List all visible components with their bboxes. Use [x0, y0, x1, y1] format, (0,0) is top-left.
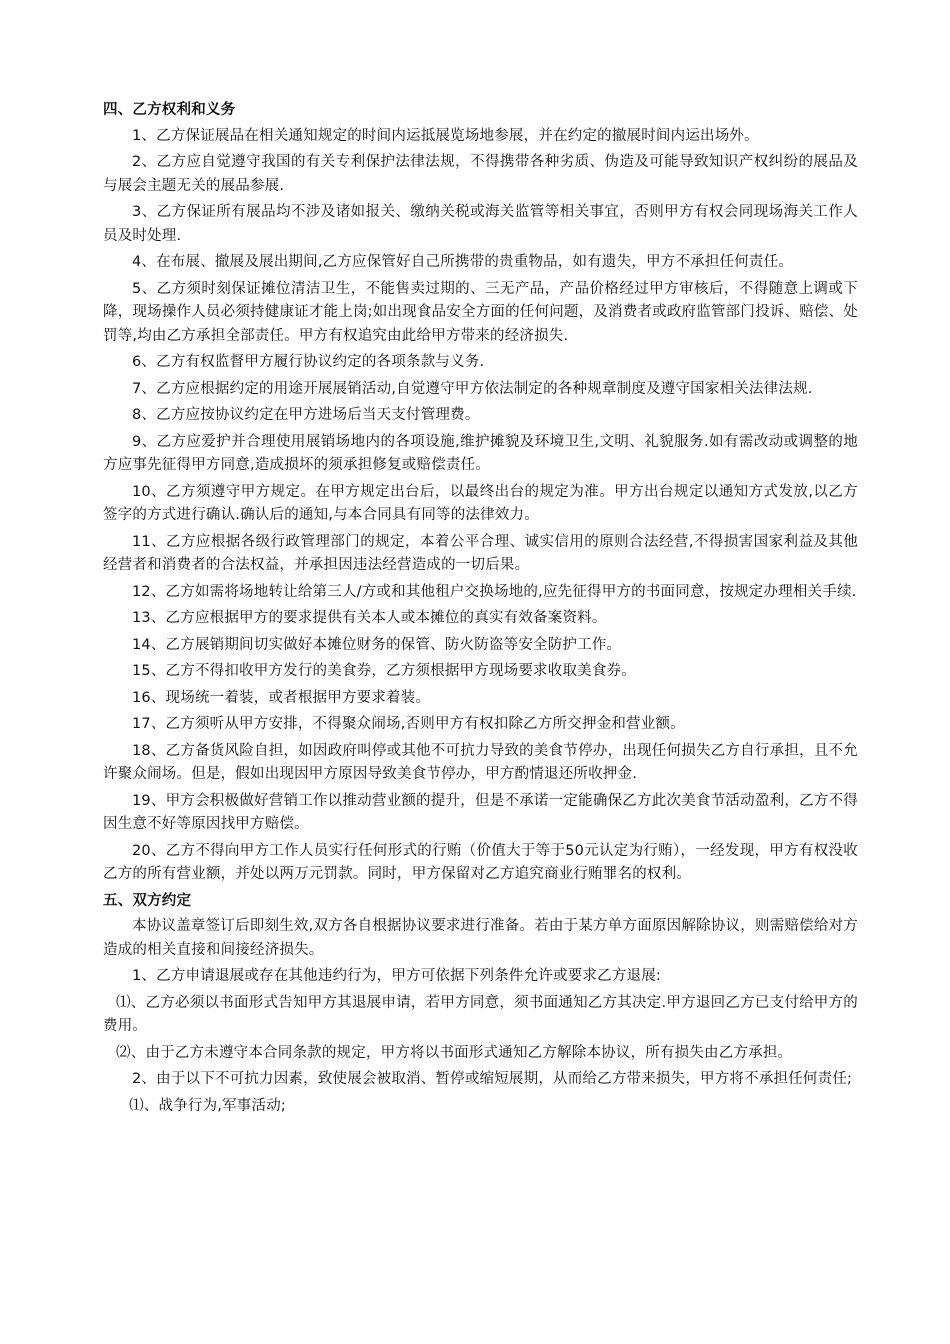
agreement-item-1-sub-1: ⑴、乙方必须以书面形式告知甲方其退展申请，若甲方同意，须书面通知乙方其决定.甲方退回乙方已支付给甲方的费用。: [103, 994, 858, 1034]
rights-item-8: 8、乙方应按协议约定在甲方进场后当天支付管理费。: [132, 407, 480, 423]
agreement-intro: 本协议盖章签订后即刻生效,双方各自根据协议要求进行准备。若由于某方单方面原因解除协议，则需赔偿给对方造成的相关直接和间接经济损失。: [103, 918, 858, 958]
rights-item-15: 15、乙方不得扣收甲方发行的美食券，乙方须根据甲方现场要求收取美食券。: [132, 663, 636, 679]
rights-item-2: 2、乙方应自觉遵守我国的有关专利保护法律法规，不得携带各种劣质、伪造及可能导致知识产权纠纷的展品及与展会主题无关的展品参展.: [103, 154, 858, 194]
agreement-item-2-sub-1: ⑴、战争行为,军事活动;: [129, 1097, 286, 1114]
rights-item-7: 7、乙方应根据约定的用途开展展销活动,自觉遵守甲方依法制定的各种规章制度及遵守国家相关法律法规.: [132, 380, 813, 397]
rights-item-17: 17、乙方须听从甲方安排，不得聚众闹场,否则甲方有权扣除乙方所交押金和营业额。: [132, 716, 685, 732]
rights-item-19: 19、甲方会积极做好营销工作以推动营业额的提升，但是不承诺一定能确保乙方此次美食节活动盈利，乙方不得因生意不好等原因找甲方赔偿。: [103, 792, 858, 832]
rights-item-12: 12、乙方如需将场地转让给第三人/方或和其他租户交换场地的,应先征得甲方的书面同意，按规定办理相关手续.: [132, 583, 857, 600]
rights-item-4: 4、在布展、撤展及展出期间,乙方应保管好自己所携带的贵重物品，如有遗失，甲方不承担任何责任。: [132, 254, 794, 270]
rights-item-3: 3、乙方保证所有展品均不涉及诸如报关、缴纳关税或海关监管等相关事宜，否则甲方有权会同现场海关工作人员及时处理.: [103, 204, 858, 244]
rights-item-10: 10、乙方须遵守甲方规定。在甲方规定出台后，以最终出台的规定为准。甲方出台规定以通知方式发放,以乙方签字的方式进行确认.确认后的通知,与本合同具有同等的法律效力。: [103, 483, 858, 523]
rights-item-18: 18、乙方备货风险自担，如因政府叫停或其他不可抗力导致的美食节停办，出现任何损失乙方自行承担，且不允许聚众闹场。但是，假如出现因甲方原因导致美食节停办，甲方酌情退还所收押金.: [103, 742, 858, 782]
rights-item-9: 9、乙方应爱护并合理使用展销场地内的各项设施,维护摊貌及环境卫生,文明、礼貌服务.如有需改动或调整的地方应事先征得甲方同意,造成损坏的须承担修复或赔偿责任。: [103, 433, 858, 473]
rights-item-6: 6、乙方有权监督甲方履行协议约定的各项条款与义务.: [132, 354, 485, 370]
rights-list: [103, 125, 858, 887]
rights-item-16: 16、现场统一着装，或者根据甲方要求着装。: [132, 689, 431, 706]
agreement-item-2: 2、由于以下不可抗力因素，致使展会被取消、暂停或缩短展期，从而给乙方带来损失，甲方将不承担任何责任;: [132, 1071, 853, 1087]
agreement-item-1-sub-2: ⑵、由于乙方未遵守本合同条款的规定，甲方将以书面形式通知乙方解除本协议，所有损失由乙方承担。: [116, 1044, 793, 1061]
rights-item-11: 11、乙方应根据各级行政管理部门的规定，本着公平合理、诚实信用的原则合法经营,不得损害国家利益及其他经营者和消费者的合法权益，并承担因违法经营造成的一切后果。: [103, 533, 858, 573]
rights-item-14: 14、乙方展销期间切实做好本摊位财务的保管、防火防盗等安全防护工作。: [132, 636, 622, 653]
rights-item-5: 5、乙方须时刻保证摊位清洁卫生，不能售卖过期的、三无产品，产品价格经过甲方审核后，不得随意上调或下降，现场操作人员必须持健康证才能上岗;如出现食品安全方面的任何问题，及消费者或政府监管部门投诉、赔偿、处罚等,均由乙方承担全部责任。甲方有权追究由此给甲方带来的经济损失.: [103, 280, 858, 344]
rights-item-20: 20、乙方不得向甲方工作人员实行任何形式的行贿（价值大于等于50元认定为行贿），一经发现，甲方有权没收乙方的所有营业额，并处以两万元罚款。同时，甲方保留对乙方追究商业行贿罪名的权利。: [103, 842, 858, 882]
rights-item-1: 1、乙方保证展品在相关通知规定的时间内运抵展览场地参展，并在约定的撤展时间内运出场外。: [132, 127, 759, 144]
document-body: [103, 99, 858, 1121]
section-heading-agreement: 五、双方约定: [103, 892, 192, 909]
section-heading-rights: 四、乙方权利和义务: [103, 102, 236, 118]
rights-item-13: 13、乙方应根据甲方的要求提供有关本人或本摊位的真实有效备案资料。: [132, 610, 607, 626]
agreement-item-1: 1、乙方申请退展或存在其他违约行为，甲方可依据下列条件允许或要求乙方退展:: [132, 968, 662, 984]
